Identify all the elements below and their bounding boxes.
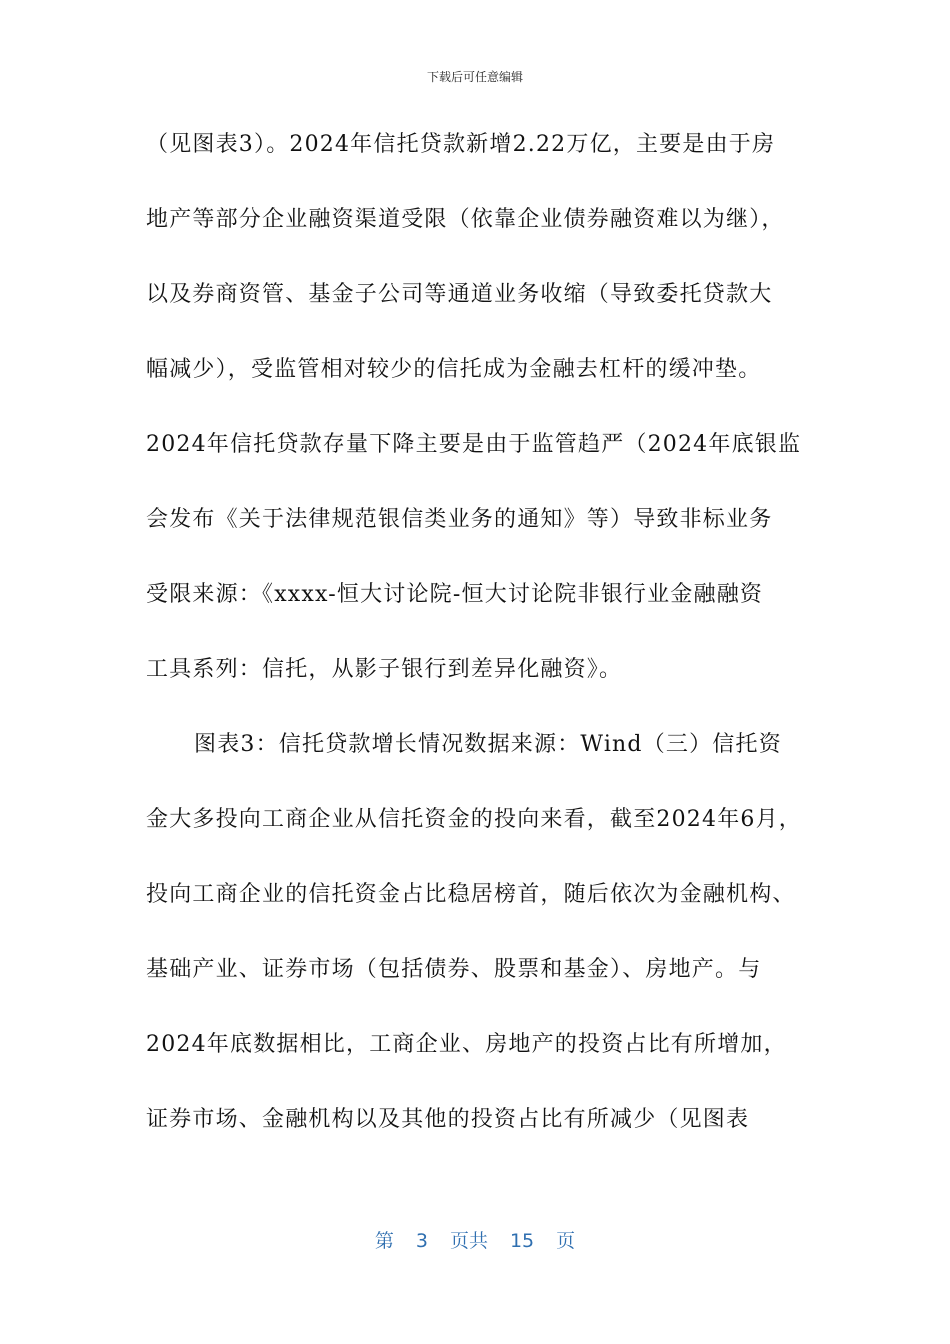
footer-total-pages: 15 xyxy=(509,1230,535,1252)
header-note: 下载后可任意编辑 xyxy=(426,70,523,84)
body-line-11: 投向工商企业的信托资金占比稳居榜首，随后依次为金融机构、 xyxy=(146,882,796,907)
footer-suffix: 页 xyxy=(556,1230,576,1252)
body-line-13: 2024年底数据相比，工商企业、房地产的投资占比有所增加， xyxy=(146,1032,787,1057)
body-line-1: （见图表3）。2024年信托贷款新增2.22万亿，主要是由于房 xyxy=(146,132,776,157)
page-footer xyxy=(0,1226,950,1253)
body-line-6: 会发布《关于法律规范银信类业务的通知》等）导致非标业务 xyxy=(146,507,773,532)
body-line-3: 以及券商资管、基金子公司等通道业务收缩（导致委托贷款大 xyxy=(146,282,773,307)
body-line-8: 工具系列：信托，从影子银行到差异化融资》。 xyxy=(146,657,623,682)
body-line-7: 受限来源：《xxxx-恒大讨论院-恒大讨论院非银行业金融融资 xyxy=(146,582,764,607)
body-line-2: 地产等部分企业融资渠道受限（依靠企业债券融资难以为继）， xyxy=(146,207,785,232)
body-line-4: 幅减少），受监管相对较少的信托成为金融去杠杆的缓冲垫。 xyxy=(146,357,762,382)
body-line-14: 证券市场、金融机构以及其他的投资占比有所减少（见图表 xyxy=(146,1107,750,1132)
body-line-5: 2024年信托贷款存量下降主要是由于监管趋严（2024年底银监 xyxy=(146,432,802,457)
body-line-12: 基础产业、证券市场（包括债券、股票和基金）、房地产。与 xyxy=(146,957,762,982)
body-line-9: 图表3：信托贷款增长情况数据来源：Wind（三）信托资 xyxy=(194,732,782,757)
footer-current-page: 3 xyxy=(415,1230,428,1252)
footer-prefix: 第 xyxy=(374,1230,394,1252)
footer-middle: 页共 xyxy=(449,1230,488,1252)
body-line-10: 金大多投向工商企业从信托资金的投向来看，截至2024年6月， xyxy=(146,807,802,832)
